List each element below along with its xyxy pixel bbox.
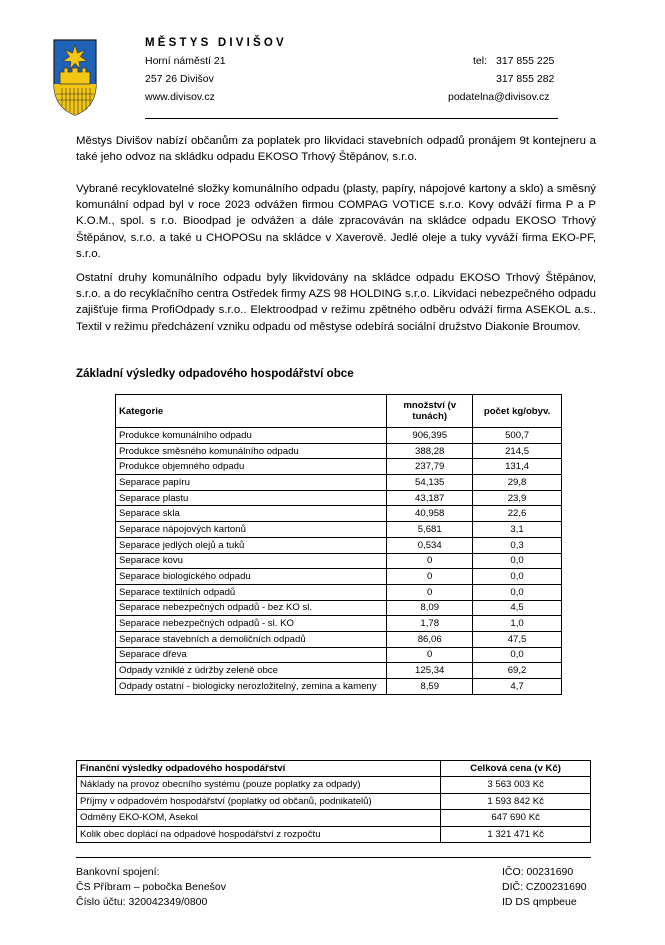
row-category: Separace nebezpečných odpadů - sl. KO [116, 616, 387, 632]
paragraph-intro: Městys Divišov nabízí občanům za poplatek pro likvidaci stavebních odpadů pronájem 9t kontejneru a také jeho odvoz na skládku odpadu EKOSO Trhový Štěpánov, s.r.o. [76, 135, 596, 164]
finance-item: Odměny EKO-KOM, Asekol [77, 810, 441, 827]
col-per-capita: počet kg/obyv. [473, 395, 562, 428]
bank-branch: ČS Příbram – pobočka Benešov [76, 881, 226, 893]
row-amount: 40,958 [387, 506, 473, 522]
row-amount: 8,09 [387, 600, 473, 616]
row-amount: 5,681 [387, 522, 473, 538]
row-amount: 0,534 [387, 537, 473, 553]
table-row [116, 475, 562, 491]
table-row [116, 459, 562, 475]
table-row [77, 777, 591, 794]
row-amount: 0 [387, 584, 473, 600]
dic: DIČ: CZ00231690 [502, 881, 587, 893]
row-per-capita: 4,5 [473, 600, 562, 616]
row-category: Separace nebezpečných odpadů - bez KO sl. [116, 600, 387, 616]
website-link[interactable]: www.divisov.cz [145, 91, 215, 103]
table-row [77, 810, 591, 827]
row-per-capita: 500,7 [473, 428, 562, 444]
row-category: Separace nápojových kartonů [116, 522, 387, 538]
finance-amount: 1 593 842 Kč [441, 793, 591, 810]
footer-divider [76, 857, 591, 858]
table-row [116, 631, 562, 647]
row-category: Produkce směsného komunálního odpadu [116, 443, 387, 459]
paragraph-collection: Vybrané recyklovatelné složky komunálního odpadu (plasty, papíry, nápojové kartony a sklo) a směsný komunální odpad byl v roce 2023 odvážen firmou COMPAG VOTICE s.r.o. Kovy odváží firma P a P K.O.M., spol. s r.o. Bioodpad je odvážen a dále zpracováván na skládce odpadu EKOSO Trhový Štěpánov, s.r.o. a také u CHOPOSu na skládce v Xaverově. Jedlé oleje a tuky vyváží firma EKO-PF, s.r.o. [76, 183, 596, 260]
row-per-capita: 0,0 [473, 584, 562, 600]
table-row [116, 569, 562, 585]
finance-amount: 647 690 Kč [441, 810, 591, 827]
table-row [116, 663, 562, 679]
row-per-capita: 214,5 [473, 443, 562, 459]
row-per-capita: 29,8 [473, 475, 562, 491]
data-box-id: ID DS qmpbeue [502, 896, 577, 908]
table-row [116, 506, 562, 522]
col-amount: množství (v tunách) [387, 395, 473, 428]
row-amount: 0 [387, 647, 473, 663]
row-category: Separace stavebních a demoličních odpadů [116, 631, 387, 647]
row-amount: 0 [387, 569, 473, 585]
row-category: Separace plastu [116, 490, 387, 506]
address-city: 257 26 Divišov [145, 73, 214, 85]
row-amount: 0 [387, 553, 473, 569]
row-category: Separace biologického odpadu [116, 569, 387, 585]
row-per-capita: 3,1 [473, 522, 562, 538]
row-amount: 86,06 [387, 631, 473, 647]
table-row [116, 490, 562, 506]
row-per-capita: 22,6 [473, 506, 562, 522]
row-per-capita: 0,0 [473, 569, 562, 585]
row-per-capita: 47,5 [473, 631, 562, 647]
header-divider [145, 118, 558, 119]
row-per-capita: 1,0 [473, 616, 562, 632]
row-per-capita: 0,3 [473, 537, 562, 553]
row-amount: 237,79 [387, 459, 473, 475]
table-row [116, 428, 562, 444]
row-amount: 54,135 [387, 475, 473, 491]
finance-amount: 3 563 003 Kč [441, 777, 591, 794]
col-total-price: Celková cena (v Kč) [441, 761, 591, 777]
row-category: Separace skla [116, 506, 387, 522]
finance-amount: 1 321 471 Kč [441, 826, 591, 843]
table-row [116, 553, 562, 569]
row-per-capita: 0,0 [473, 553, 562, 569]
row-per-capita: 4,7 [473, 679, 562, 695]
row-amount: 388,28 [387, 443, 473, 459]
table-row [116, 443, 562, 459]
table-row [116, 647, 562, 663]
row-category: Produkce objemného odpadu [116, 459, 387, 475]
address-street: Horní náměstí 21 [145, 55, 226, 67]
table-row [77, 826, 591, 843]
tel-label: tel: [473, 55, 488, 67]
row-per-capita: 131,4 [473, 459, 562, 475]
town-name: MĚSTYS DIVIŠOV [145, 37, 287, 49]
row-amount: 43,187 [387, 490, 473, 506]
row-per-capita: 0,0 [473, 647, 562, 663]
row-category: Separace jedlých olejů a tuků [116, 537, 387, 553]
phone-2: 317 855 282 [496, 73, 555, 85]
col-finance-item: Finanční výsledky odpadového hospodářství [77, 761, 441, 777]
results-title: Základní výsledky odpadového hospodářství obce [76, 367, 354, 380]
paragraph-other-waste: Ostatní druhy komunálního odpadu byly likvidovány na skládce odpadu EKOSO Trhový Štěpánov, s.r.o. a do recyklačního centra Ostředek firmy AZS 98 HOLDING s.r.o. Likvidaci nebezpečného odpadu zajišťuje firma ProfiOdpady s.r.o.. Elektroodpad v režimu zpětného odběru odváží firma ASEKOL a.s.. Textil v režimu předcházení vzniku odpadu od městyse odebírá sociální družstvo Diakonie Broumov. [76, 272, 596, 333]
row-category: Odpady ostatní - biologicky nerozložitelný, zemina a kameny [116, 679, 387, 695]
row-per-capita: 69,2 [473, 663, 562, 679]
finance-header-row [77, 761, 591, 777]
account-number: Číslo účtu: 320042349/0800 [76, 896, 208, 908]
row-amount: 125,34 [387, 663, 473, 679]
finance-item: Kolik obec doplácí na odpadové hospodářství z rozpočtu [77, 826, 441, 843]
table-row [116, 600, 562, 616]
row-category: Separace kovu [116, 553, 387, 569]
finance-table [76, 760, 591, 843]
phone-1: 317 855 225 [496, 55, 555, 67]
table-row [116, 616, 562, 632]
table-row [116, 679, 562, 695]
ico: IČO: 00231690 [502, 866, 574, 878]
row-amount: 8,59 [387, 679, 473, 695]
row-amount: 1,78 [387, 616, 473, 632]
row-amount: 906,395 [387, 428, 473, 444]
bank-label: Bankovní spojení: [76, 866, 160, 878]
row-category: Separace dřeva [116, 647, 387, 663]
table-row [116, 522, 562, 538]
col-category: Kategorie [116, 395, 387, 428]
finance-item: Náklady na provoz obecního systému (pouze poplatky za odpady) [77, 777, 441, 794]
finance-item: Příjmy v odpadovém hospodářství (poplatky od občanů, podnikatelů) [77, 793, 441, 810]
results-table [115, 394, 562, 695]
table-row [116, 537, 562, 553]
row-category: Separace papíru [116, 475, 387, 491]
row-category: Produkce komunálního odpadu [116, 428, 387, 444]
row-category: Separace textilních odpadů [116, 584, 387, 600]
results-header-row [116, 395, 562, 428]
row-category: Odpady vzniklé z údržby zeleně obce [116, 663, 387, 679]
table-row [116, 584, 562, 600]
table-row [77, 793, 591, 810]
row-per-capita: 23,9 [473, 490, 562, 506]
coat-of-arms-icon [52, 38, 98, 116]
email-link[interactable]: podatelna@divisov.cz [448, 91, 550, 103]
